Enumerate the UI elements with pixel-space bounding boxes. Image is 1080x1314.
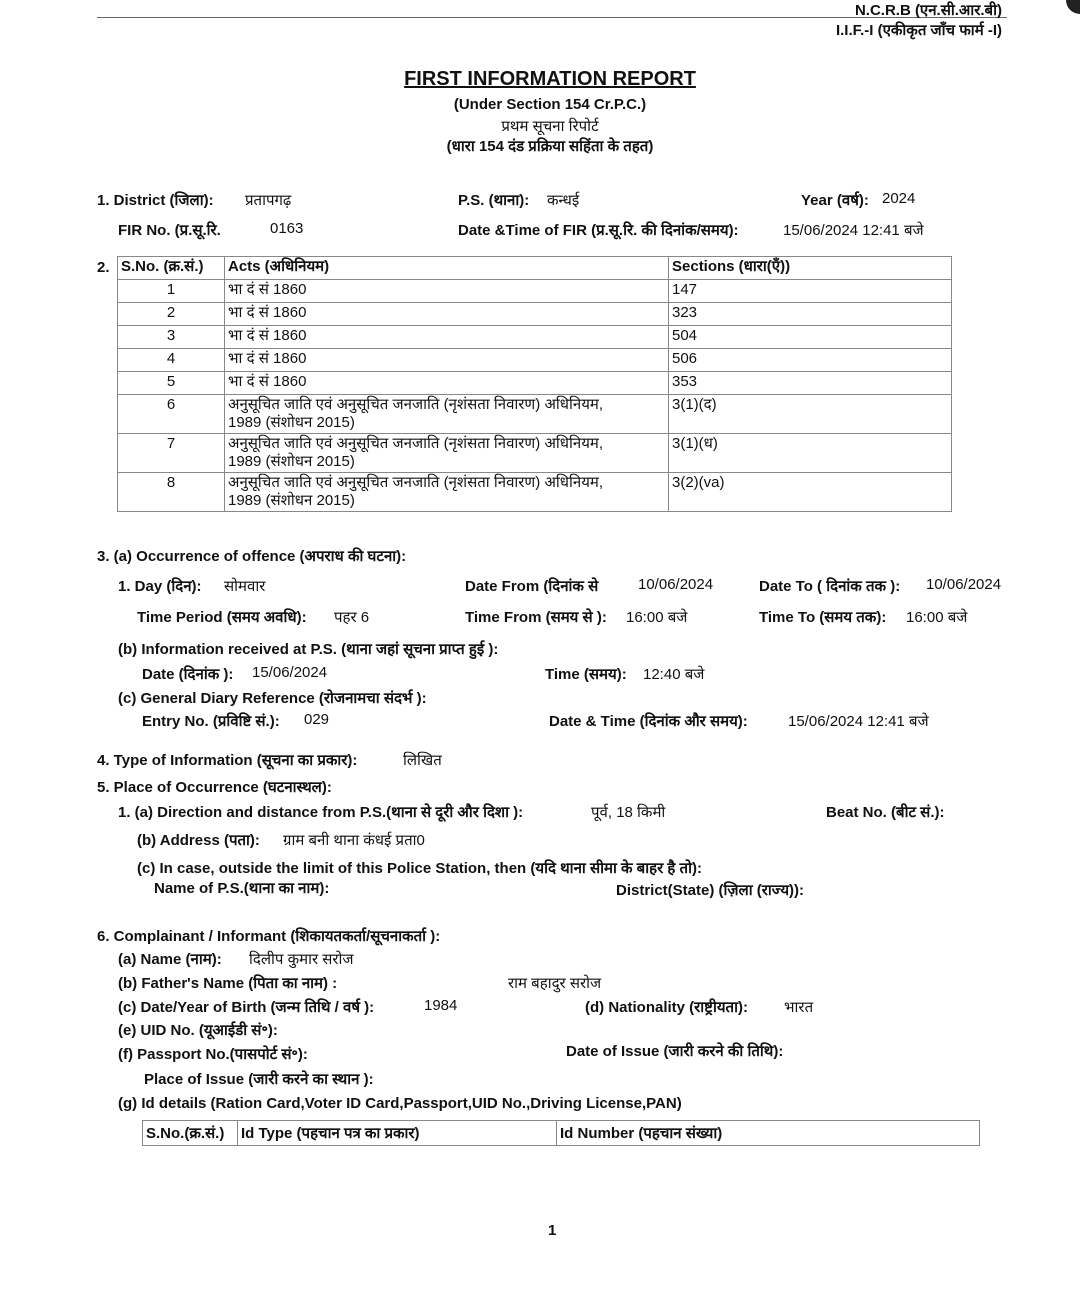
- entry-no-value: 029: [304, 711, 330, 728]
- place-heading: 5. Place of Occurrence (घटनास्थल):: [97, 779, 332, 796]
- id-header-number: Id Number (पहचान संख्या): [557, 1121, 980, 1146]
- header-sno: S.No. (क्र.सं.): [118, 257, 225, 280]
- row-act-line1: अनुसूचित जाति एवं अनुसूचित जनजाति (नृशंसता निवारण) अधिनियम,: [228, 435, 604, 452]
- date-of-issue-label: Date of Issue (जारी करने की तिथि):: [566, 1043, 784, 1060]
- row-act: [225, 395, 669, 434]
- row-act: [225, 473, 669, 512]
- table-row: [118, 280, 952, 303]
- time-to-value: 16:00 बजे: [906, 609, 968, 626]
- year-value: 2024: [882, 190, 916, 207]
- row-section: 3(2)(va): [669, 473, 952, 512]
- time-to-label: Time To (समय तक):: [759, 609, 887, 626]
- address-value: ग्राम बनी थाना कंधई प्रता0: [283, 832, 425, 849]
- direction-label: 1. (a) Direction and distance from P.S.(थाना से दूरी और दिशा ):: [118, 804, 524, 821]
- row-act: [225, 434, 669, 473]
- ps-value: कन्धई: [547, 192, 580, 209]
- complainant-heading: 6. Complainant / Informant (शिकायतकर्ता/सूचनाकर्ता ):: [97, 928, 441, 945]
- info-date-label: Date (दिनांक ):: [142, 666, 234, 683]
- date-from-value: 10/06/2024: [638, 576, 714, 593]
- id-details-table: [142, 1120, 980, 1146]
- report-subtitle-en: (Under Section 154 Cr.P.C.): [453, 96, 647, 113]
- row-act-line2: 1989 (संशोधन 2015): [228, 492, 355, 509]
- row-act-line1: अनुसूचित जाति एवं अनुसूचित जनजाति (नृशंसता निवारण) अधिनियम,: [228, 396, 604, 413]
- row-act: भा दं सं 1860: [225, 303, 669, 326]
- address-label: (b) Address (पता):: [137, 832, 260, 849]
- row-sno: 8: [118, 473, 225, 512]
- row-section: 3(1)(ध): [669, 434, 952, 473]
- info-date-value: 15/06/2024: [252, 664, 328, 681]
- info-type-value: लिखित: [403, 752, 442, 769]
- passport-label: (f) Passport No.(पासपोर्ट सं॰):: [118, 1046, 308, 1063]
- row-sno: 4: [118, 349, 225, 372]
- date-to-label: Date To ( दिनांक तक ):: [759, 578, 901, 595]
- row-section: 504: [669, 326, 952, 349]
- header-sections: Sections (धारा(एँ)): [669, 257, 952, 280]
- entry-no-label: Entry No. (प्रविष्टि सं.):: [142, 713, 280, 730]
- report-subtitle-hi: प्रथम सूचना रिपोर्ट: [501, 118, 599, 135]
- nationality-label: (d) Nationality (राष्ट्रीयता):: [585, 999, 748, 1016]
- row-section: 323: [669, 303, 952, 326]
- day-label: 1. Day (दिन):: [118, 578, 202, 595]
- gd-datetime-value: 15/06/2024 12:41 बजे: [788, 713, 929, 730]
- day-value: सोमवार: [224, 578, 266, 595]
- beat-no-label: Beat No. (बीट सं.):: [826, 804, 945, 821]
- gd-datetime-label: Date & Time (दिनांक और समय):: [549, 713, 748, 730]
- time-from-value: 16:00 बजे: [626, 609, 688, 626]
- info-received-heading: (b) Information received at P.S. (थाना जहां सूचना प्राप्त हुई ):: [118, 641, 499, 658]
- row-act: भा दं सं 1860: [225, 326, 669, 349]
- date-to-value: 10/06/2024: [926, 576, 1002, 593]
- row-act: भा दं सं 1860: [225, 349, 669, 372]
- fir-datetime-label: Date &Time of FIR (प्र.सू.रि. की दिनांक/समय):: [458, 222, 739, 239]
- row-sno: 6: [118, 395, 225, 434]
- place-of-issue-label: Place of Issue (जारी करने का स्थान ):: [144, 1071, 374, 1088]
- acts-table-header: [118, 257, 952, 280]
- district-state-label: District(State) (ज़िला (राज्य)):: [616, 882, 805, 899]
- table-row: [118, 326, 952, 349]
- id-header-type: Id Type (पहचान पत्र का प्रकार): [238, 1121, 557, 1146]
- table-row: [118, 303, 952, 326]
- row-section: 3(1)(द): [669, 395, 952, 434]
- corner-mark: [1066, 0, 1080, 14]
- table-row: [118, 349, 952, 372]
- row-act-line1: अनुसूचित जाति एवं अनुसूचित जनजाति (नृशंसता निवारण) अधिनियम,: [228, 474, 604, 491]
- row-act-line2: 1989 (संशोधन 2015): [228, 414, 355, 431]
- row-section: 353: [669, 372, 952, 395]
- nationality-value: भारत: [784, 999, 814, 1016]
- row-sno: 3: [118, 326, 225, 349]
- outside-limit-label: (c) In case, outside the limit of this Police Station, then (यदि थाना सीमा के बाहर है तो):: [137, 860, 702, 877]
- row-sno: 7: [118, 434, 225, 473]
- gd-reference-heading: (c) General Diary Reference (रोजनामचा संदर्भ ):: [118, 690, 427, 707]
- ncrb-header: N.C.R.B (एन.सी.आर.बी): [854, 2, 1002, 19]
- table-row: [118, 372, 952, 395]
- table-row: [118, 395, 952, 434]
- report-subtitle-section: (धारा 154 दंड प्रक्रिया सहिंता के तहत): [446, 138, 654, 155]
- complainant-name-label: (a) Name (नाम):: [118, 951, 222, 968]
- row-section: 147: [669, 280, 952, 303]
- district-label: 1. District (जिला):: [97, 192, 214, 209]
- page-number: 1: [548, 1222, 557, 1239]
- info-type-label: 4. Type of Information (सूचना का प्रकार):: [97, 752, 358, 769]
- dob-value: 1984: [424, 997, 458, 1014]
- time-period-value: पहर 6: [334, 609, 370, 626]
- row-act: भा दं सं 1860: [225, 372, 669, 395]
- row-sno: 5: [118, 372, 225, 395]
- year-label: Year (वर्ष):: [801, 192, 869, 209]
- fir-value: 0163: [270, 220, 304, 237]
- ps-label: P.S. (थाना):: [458, 192, 530, 209]
- uid-label: (e) UID No. (यूआईडी सं॰):: [118, 1022, 278, 1039]
- row-sno: 1: [118, 280, 225, 303]
- row-act-line2: 1989 (संशोधन 2015): [228, 453, 355, 470]
- direction-value: पूर्व, 18 किमी: [591, 804, 666, 821]
- info-time-value: 12:40 बजे: [643, 666, 705, 683]
- form-header: I.I.F.-I (एकीकृत जाँच फार्म -I): [835, 22, 1002, 39]
- table-row: [118, 434, 952, 473]
- time-period-label: Time Period (समय अवधि):: [137, 609, 307, 626]
- info-time-label: Time (समय):: [545, 666, 627, 683]
- report-title: FIRST INFORMATION REPORT: [404, 68, 696, 90]
- district-value: प्रतापगढ़: [245, 192, 292, 209]
- acts-table: [117, 256, 952, 512]
- date-from-label: Date From (दिनांक से: [465, 578, 599, 595]
- id-table-header: [143, 1121, 980, 1146]
- dob-label: (c) Date/Year of Birth (जन्म तिथि / वर्ष ):: [118, 999, 375, 1016]
- father-name-label: (b) Father's Name (पिता का नाम) :: [118, 975, 338, 992]
- complainant-name-value: दिलीप कुमार सरोज: [249, 951, 354, 968]
- row-section: 506: [669, 349, 952, 372]
- ps-name-label: Name of P.S.(थाना का नाम):: [154, 880, 330, 897]
- table-row: [118, 473, 952, 512]
- id-header-sno: S.No.(क्र.सं.): [143, 1121, 238, 1146]
- header-acts: Acts (अधिनियम): [225, 257, 669, 280]
- occurrence-heading: 3. (a) Occurrence of offence (अपराध की घटना):: [97, 548, 407, 565]
- row-act: भा दं सं 1860: [225, 280, 669, 303]
- time-from-label: Time From (समय से ):: [465, 609, 607, 626]
- id-details-label: (g) Id details (Ration Card,Voter ID Card,Passport,UID No.,Driving License,PAN): [118, 1095, 682, 1112]
- father-name-value: राम बहादुर सरोज: [508, 975, 602, 992]
- fir-label: FIR No. (प्र.सू.रि.: [118, 222, 221, 239]
- section-2-number: 2.: [97, 259, 110, 276]
- row-sno: 2: [118, 303, 225, 326]
- fir-datetime-value: 15/06/2024 12:41 बजे: [783, 222, 924, 239]
